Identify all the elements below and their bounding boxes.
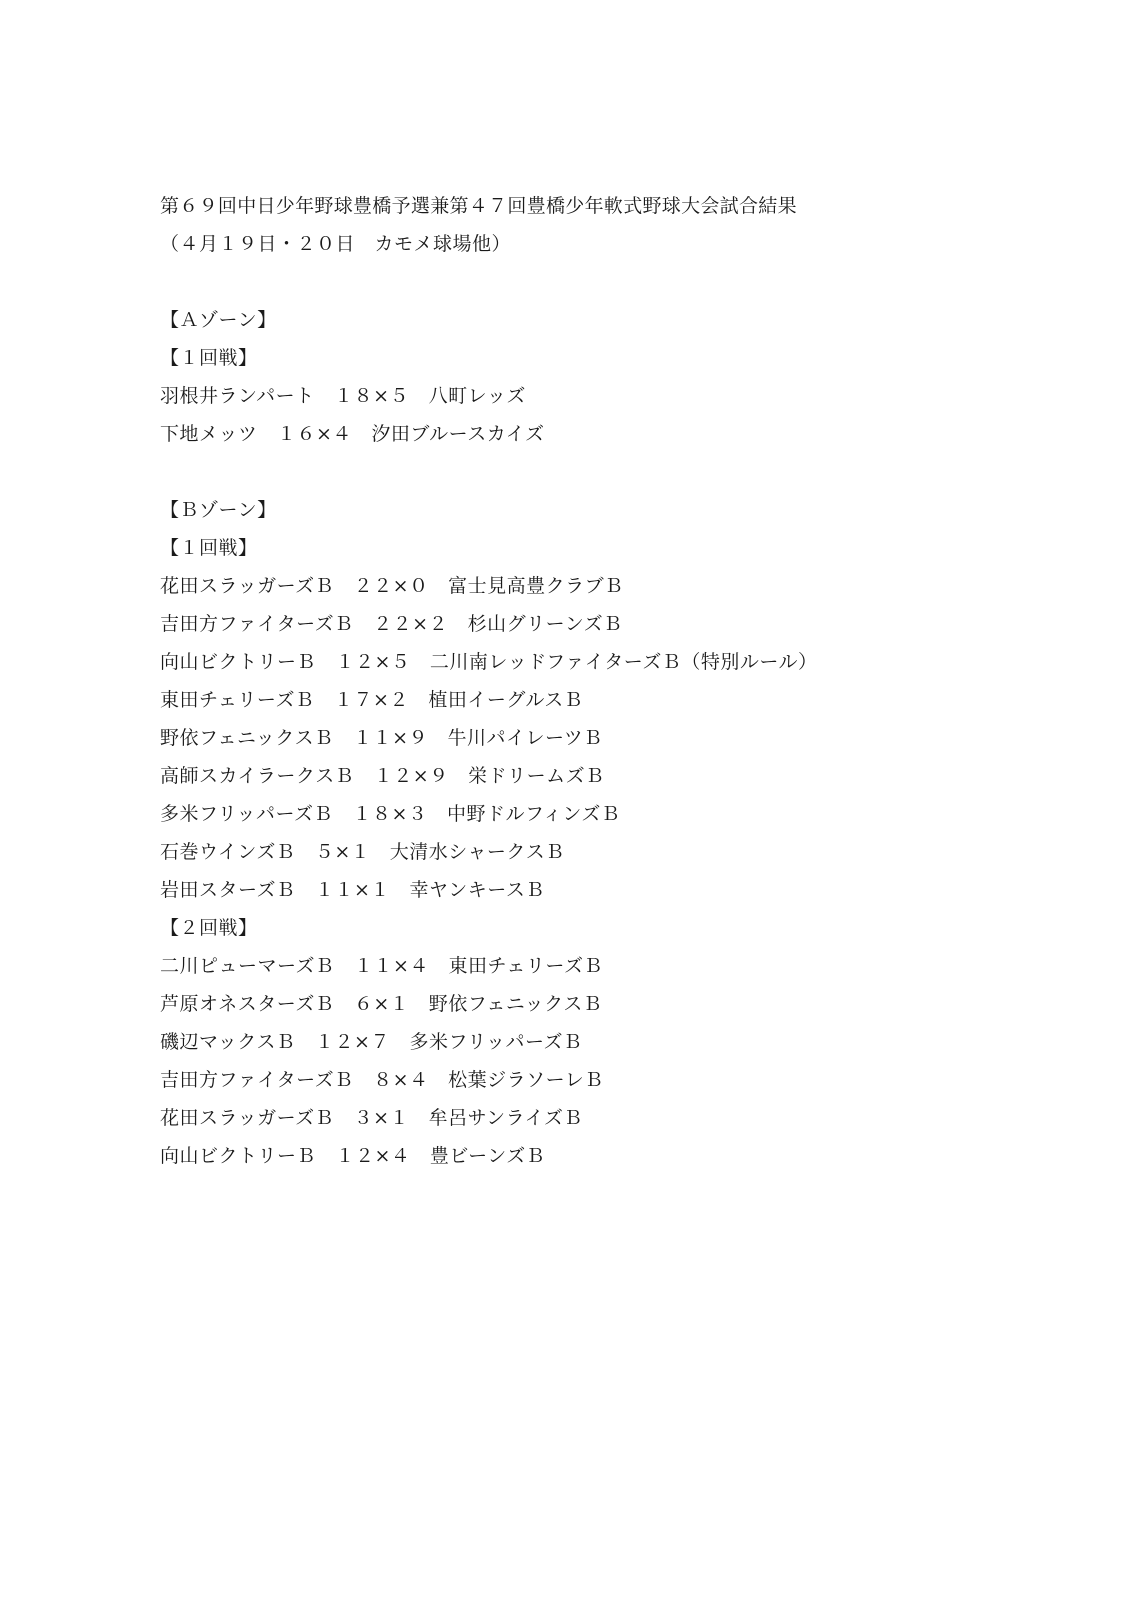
game-result: 花田スラッガーズＢ ２２×０ 富士見高豊クラブＢ: [160, 575, 624, 597]
game-result: 岩田スターズＢ １１×１ 幸ヤンキースＢ: [160, 879, 545, 901]
zone-a-heading: 【Ａゾーン】: [160, 309, 277, 331]
game-result: 石巻ウインズＢ ５×１ 大清水シャークスＢ: [160, 841, 565, 863]
game-result: 磯辺マックスＢ １２×７ 多米フリッパーズＢ: [160, 1031, 583, 1053]
game-result: 下地メッツ １６×４ 汐田ブルースカイズ: [160, 423, 545, 445]
game-result: 東田チェリーズＢ １７×２ 植田イーグルスＢ: [160, 689, 584, 711]
game-result: 羽根井ランパート １８×５ 八町レッズ: [160, 385, 526, 407]
game-result: 向山ビクトリーＢ １２×４ 豊ビーンズＢ: [160, 1145, 546, 1167]
game-result: 吉田方ファイターズＢ ８×４ 松葉ジラソーレＢ: [160, 1069, 604, 1091]
game-result: 芦原オネスターズＢ ６×１ 野依フェニックスＢ: [160, 993, 603, 1015]
game-result: 花田スラッガーズＢ ３×１ 牟呂サンライズＢ: [160, 1107, 583, 1129]
game-result: 向山ビクトリーＢ １２×５ 二川南レッドファイターズＢ（特別ルール）: [160, 651, 818, 673]
game-result: 高師スカイラークスＢ １２×９ 栄ドリームズＢ: [160, 765, 605, 787]
zone-b-heading: 【Ｂゾーン】: [160, 499, 277, 521]
zone-b-round1-heading: 【１回戦】: [160, 537, 258, 559]
game-result: 二川ピューマーズＢ １１×４ 東田チェリーズＢ: [160, 955, 603, 977]
spacer: [160, 453, 1080, 491]
game-result: 吉田方ファイターズＢ ２２×２ 杉山グリーンズＢ: [160, 613, 623, 635]
spacer: [160, 263, 1080, 301]
zone-a-round1-heading: 【１回戦】: [160, 347, 258, 369]
zone-b-round2-heading: 【２回戦】: [160, 917, 258, 939]
document-body: [160, 187, 1080, 1175]
game-result: 野依フェニックスＢ １１×９ 牛川パイレーツＢ: [160, 727, 603, 749]
document-title: 第６９回中日少年野球豊橋予選兼第４７回豊橋少年軟式野球大会試合結果: [160, 195, 797, 217]
document-subtitle: （４月１９日・２０日 カモメ球場他）: [160, 233, 512, 255]
game-result: 多米フリッパーズＢ １８×３ 中野ドルフィンズＢ: [160, 803, 621, 825]
